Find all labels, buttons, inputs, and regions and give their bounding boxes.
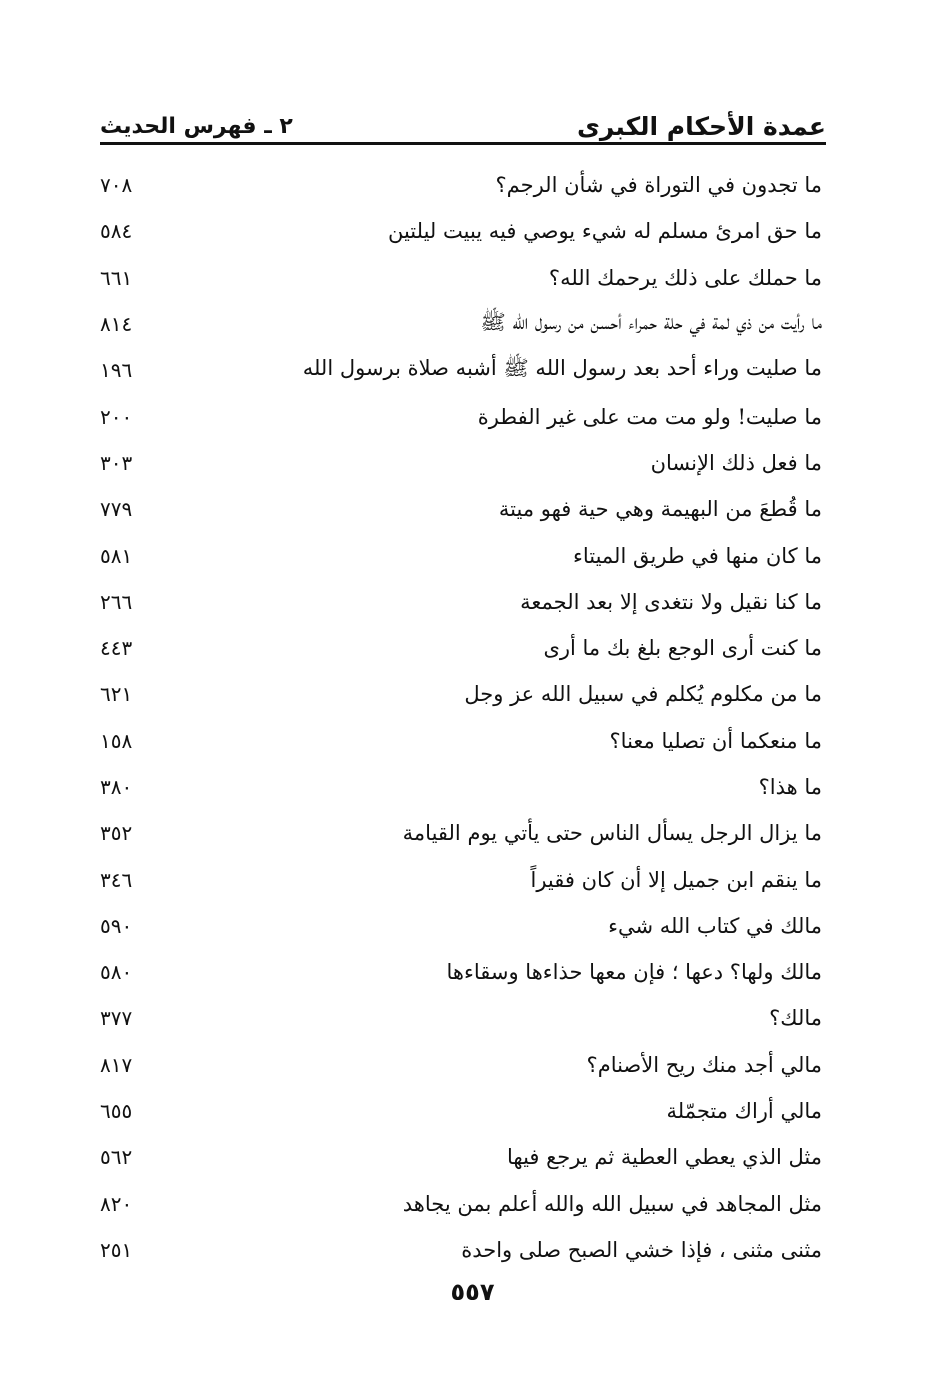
entry-text: مالي أجد منك ريح الأصنام؟ (586, 1052, 822, 1077)
index-entry (100, 347, 822, 393)
dot-leader (154, 406, 466, 428)
entry-text: مالي أراك متجمّلة (666, 1099, 822, 1124)
entry-page-number: ٢٠٠ (100, 404, 133, 429)
entry-page-number: ٨١٤ (100, 312, 133, 337)
section-title: ٢ ـ فهرس الحديث (100, 114, 293, 139)
dot-leader (154, 1100, 654, 1122)
entry-page-number: ٧٧٩ (100, 497, 133, 522)
entry-text: ما صليت وراء أحد بعد رسول الله ﷺ أشبه صلاة برسول الله (302, 355, 822, 380)
dot-leader (154, 683, 452, 705)
dot-leader (154, 220, 376, 242)
index-entry (100, 532, 822, 578)
index-entry (100, 764, 822, 810)
entry-text: ما تجدون في التوراة في شأن الرجم؟ (495, 173, 822, 198)
dot-leader (154, 313, 468, 335)
index-entry (100, 1088, 822, 1134)
entry-page-number: ٣٤٦ (100, 867, 133, 892)
index-entry (100, 671, 822, 717)
dot-leader (154, 1239, 449, 1261)
entry-page-number: ٧٠٨ (100, 173, 133, 198)
entry-text: مثل الذي يعطي العطية ثم يرجع فيها (507, 1145, 822, 1170)
index-entry (100, 486, 822, 532)
entry-text: ما هذا؟ (758, 775, 822, 799)
dot-leader (154, 915, 596, 937)
index-entry (100, 1042, 822, 1088)
index-entry (100, 949, 822, 995)
index-entry (100, 255, 822, 301)
entry-page-number: ٢٥١ (100, 1237, 133, 1262)
index-entry (100, 1227, 822, 1273)
index-entry (100, 579, 822, 625)
entry-text: ما رأيت من ذي لمة في حلة حمراء أحسن من رسول الله ﷺ (480, 309, 822, 334)
entry-text: ما من مكلوم يُكلم في سبيل الله عز وجل (464, 682, 822, 707)
dot-leader (154, 1007, 757, 1029)
index-entry (100, 208, 822, 254)
dot-leader (154, 961, 435, 983)
entry-page-number: ٥٩٠ (100, 913, 133, 938)
entry-text: ما يزال الرجل يسأل الناس حتى يأتي يوم القيامة (402, 821, 822, 846)
entry-page-number: ١٩٦ (100, 358, 133, 383)
index-entry (100, 625, 822, 671)
dot-leader (154, 822, 391, 844)
entry-page-number: ٥٨٠ (100, 960, 133, 985)
entry-page-number: ٦٥٥ (100, 1099, 133, 1124)
dot-leader (154, 452, 639, 474)
book-title: عمدة الأحكام الكبرى (576, 112, 826, 141)
index-entry (100, 856, 822, 902)
dot-leader (154, 498, 487, 520)
dot-leader (154, 267, 537, 289)
index-entry (100, 718, 822, 764)
entry-text: ما كان منها في طريق الميتاء (572, 543, 822, 568)
dot-leader (154, 1054, 575, 1076)
entry-text: مثنى مثنى ، فإذا خشي الصبح صلى واحدة (461, 1237, 822, 1262)
dot-leader (154, 637, 531, 659)
dot-leader (154, 1193, 391, 1215)
entry-text: ما صليت! ولو مت مت على غير الفطرة (477, 404, 822, 429)
dot-leader (154, 591, 508, 613)
entry-page-number: ٥٨٤ (100, 219, 133, 244)
entry-page-number: ٥٦٢ (100, 1145, 133, 1170)
index-entry (100, 162, 822, 208)
entry-text: مالك في كتاب الله شيء (608, 913, 822, 938)
entry-page-number: ٣٨٠ (100, 775, 133, 799)
entry-text: ما حملك على ذلك يرحمك الله؟ (548, 265, 822, 290)
entry-text: ما فعل ذلك الإنسان (650, 450, 822, 475)
entry-page-number: ٣٧٧ (100, 1006, 133, 1031)
entry-page-number: ٣٠٣ (100, 450, 133, 475)
running-header (100, 102, 826, 142)
index-entry (100, 301, 822, 347)
entry-page-number: ٨١٧ (100, 1052, 133, 1077)
index-entry (100, 995, 822, 1041)
entry-text: ما منعكما أن تصليا معنا؟ (609, 728, 822, 753)
header-rule (100, 142, 826, 145)
entry-page-number: ٣٥٢ (100, 821, 133, 846)
entry-page-number: ٦٢١ (100, 682, 133, 707)
entry-text: مالك ولها؟ دعها ؛ فإن معها حذاءها وسقاءها (446, 960, 822, 985)
entry-text: ما ينقم ابن جميل إلا أن كان فقيراً (530, 867, 822, 892)
index-entry (100, 810, 822, 856)
dot-leader (154, 359, 291, 381)
index-entry (100, 903, 822, 949)
entry-page-number: ٦٦١ (100, 265, 133, 290)
index-entry (100, 440, 822, 486)
dot-leader (154, 174, 483, 196)
hadith-index-list (100, 162, 822, 1273)
dot-leader (154, 776, 747, 798)
index-entry (100, 1134, 822, 1180)
page-number: ٥٥٧ (450, 1278, 495, 1306)
entry-page-number: ١٥٨ (100, 728, 133, 753)
entry-page-number: ٨٢٠ (100, 1191, 133, 1216)
dot-leader (154, 545, 561, 567)
entry-page-number: ٢٦٦ (100, 589, 133, 614)
entry-page-number: ٥٨١ (100, 543, 133, 568)
entry-text: مثل المجاهد في سبيل الله والله أعلم بمن يجاهد (402, 1191, 822, 1216)
index-entry (100, 1181, 822, 1227)
entry-text: ما كنا نقيل ولا نتغدى إلا بعد الجمعة (520, 589, 822, 614)
entry-text: ما حق امرئ مسلم له شيء يوصي فيه يبيت ليلتين (387, 219, 822, 244)
dot-leader (154, 869, 519, 891)
entry-text: مالك؟ (769, 1006, 822, 1031)
entry-text: ما كنت أرى الوجع بلغ بك ما أرى (543, 636, 822, 661)
dot-leader (154, 730, 598, 752)
dot-leader (154, 1146, 495, 1168)
index-entry (100, 393, 822, 439)
entry-text: ما قُطعَ من البهيمة وهي حية فهو ميتة (498, 497, 822, 522)
entry-page-number: ٤٤٣ (100, 636, 133, 661)
